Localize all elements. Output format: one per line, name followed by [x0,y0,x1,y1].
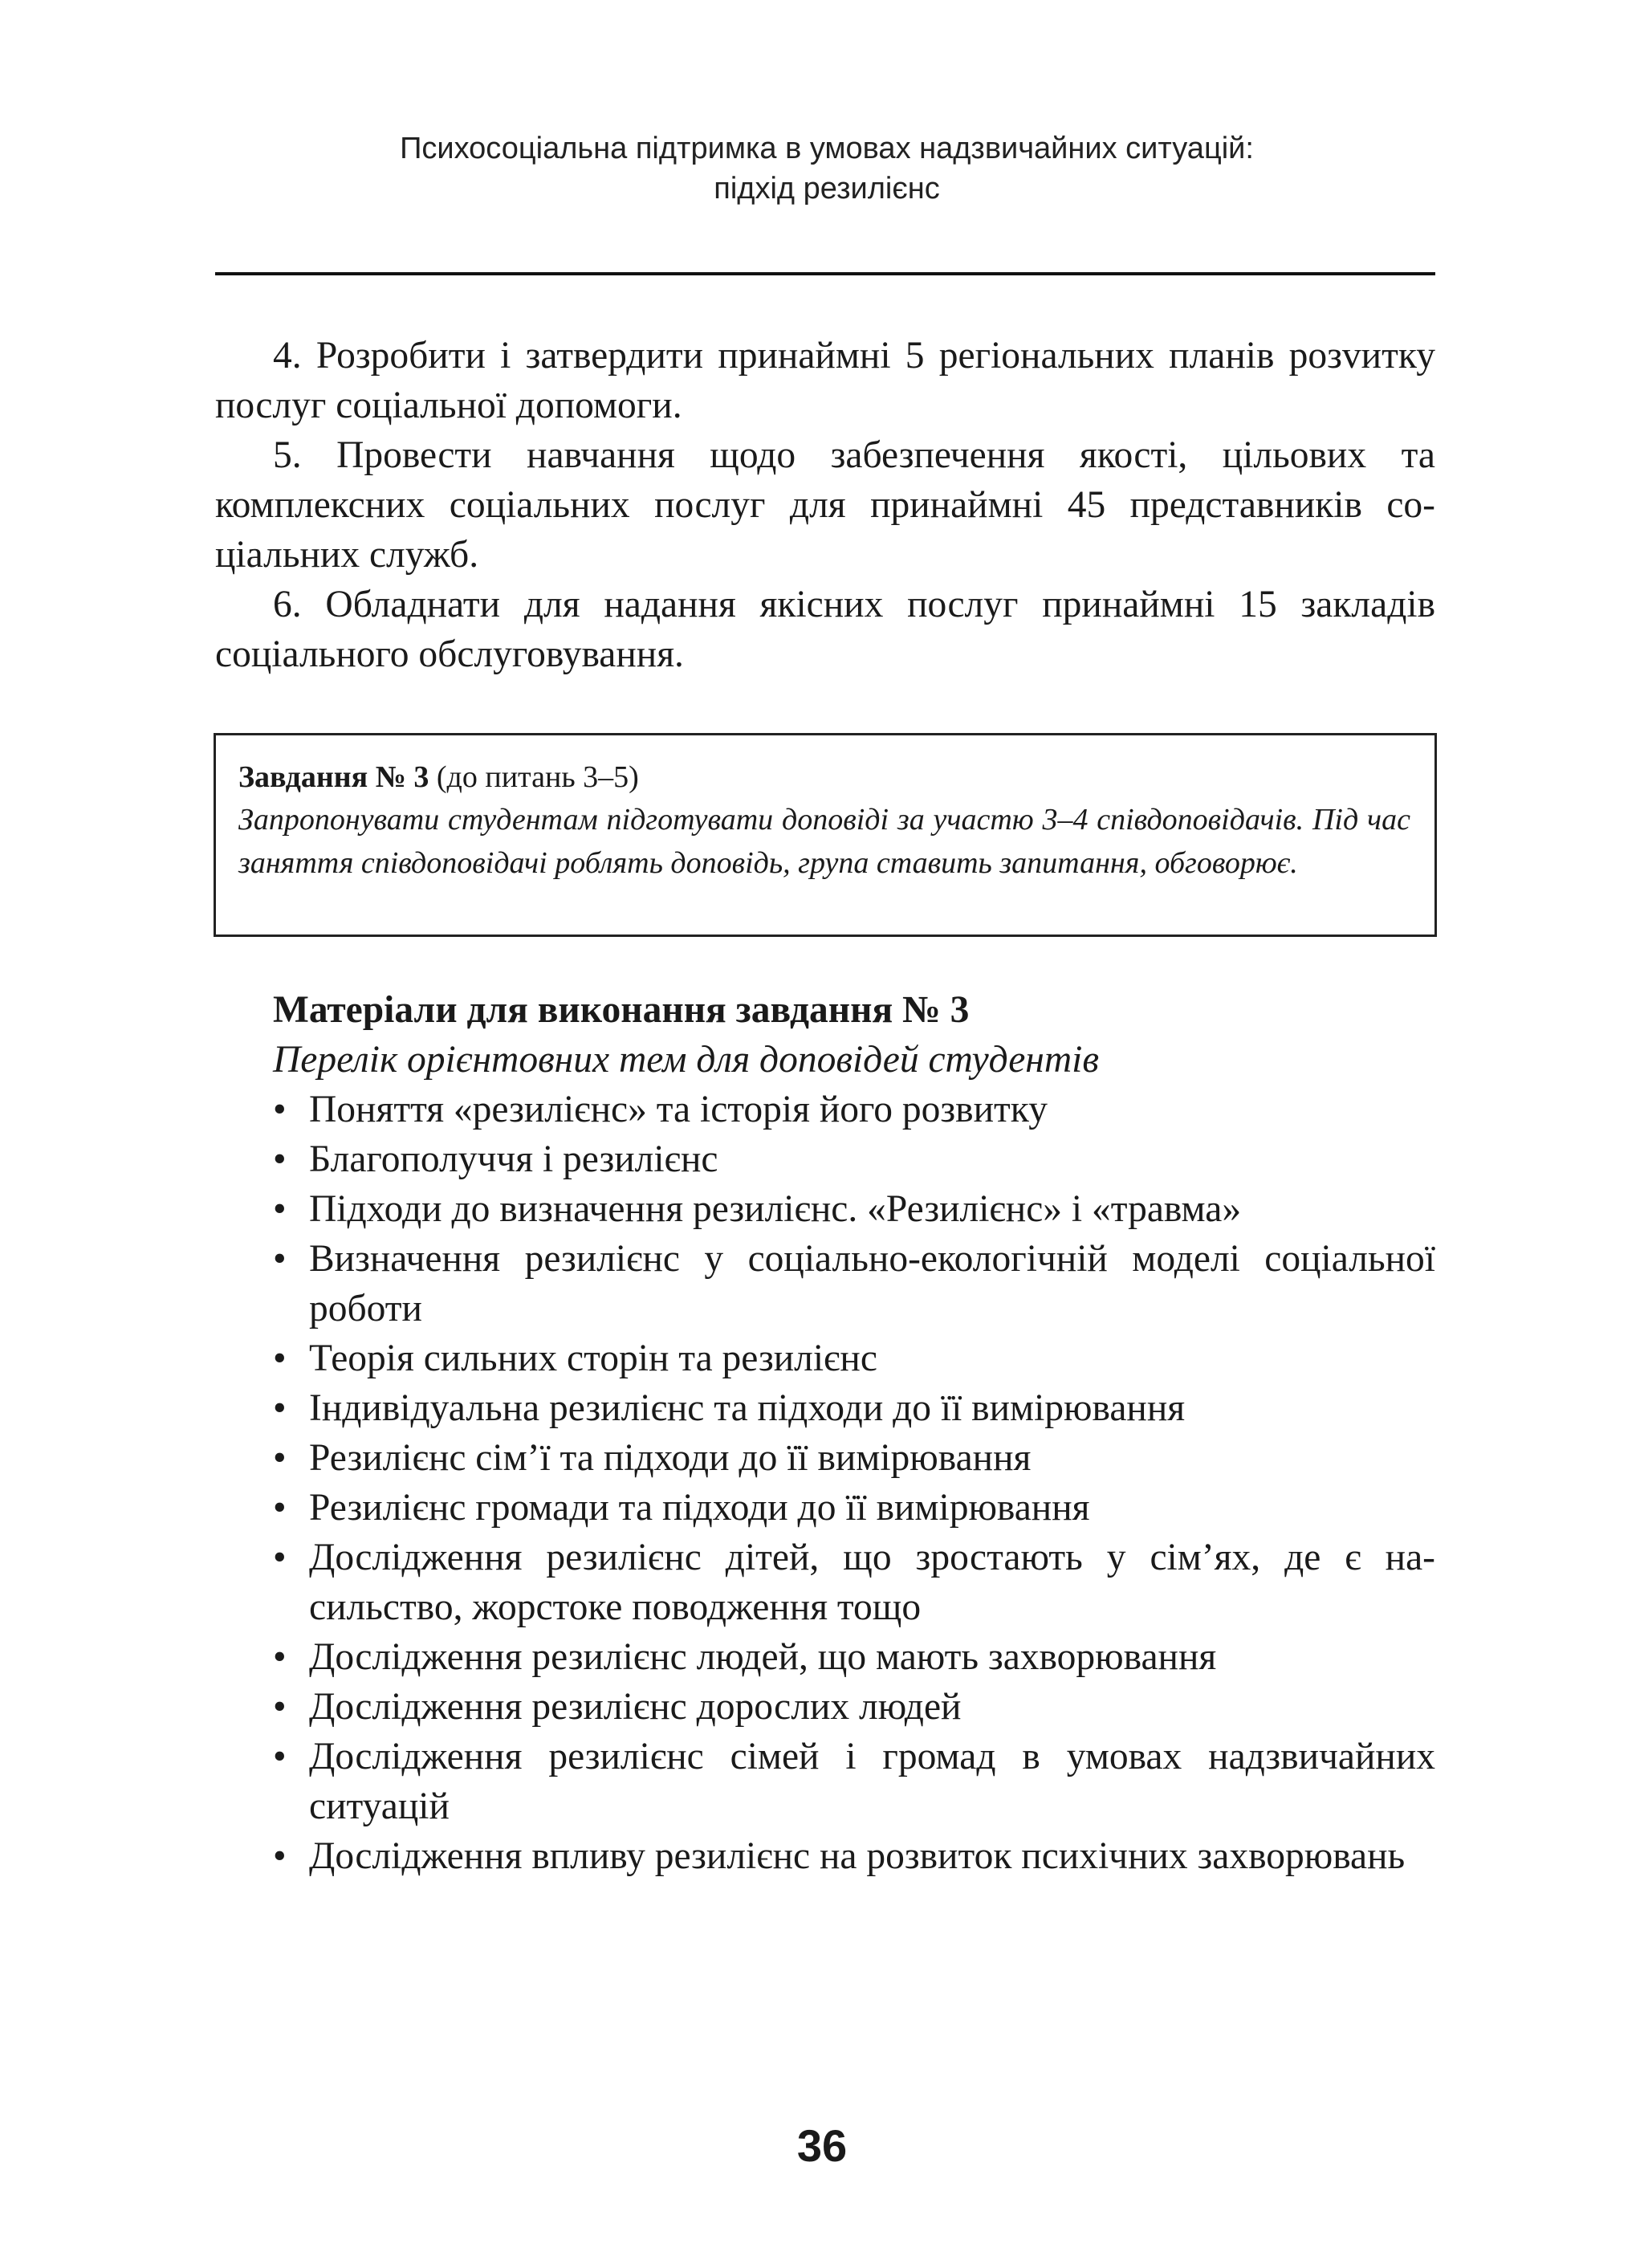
topic-text: Поняття «резилієнс» та історія його розвитку [309,1089,1048,1130]
bullet-icon: • [273,1138,287,1180]
list-item [215,1184,1435,1234]
topic-text: Дослідження резилієнс дітей, що зростають у сім’ях, де є насильство, жорстоке поводження тощо [309,1537,1435,1628]
topic-text: Дослідження впливу резилієнс на розвиток психічних захворювань [309,1835,1406,1877]
list-item [215,1334,1435,1383]
list-item [215,1831,1435,1881]
bullet-icon: • [273,1437,287,1479]
list-item [215,1433,1435,1483]
bullet-icon: • [273,1238,287,1280]
list-item [215,1383,1435,1433]
topic-text: Визначення резилієнс у соціально-екологічній моделі соціальної роботи [309,1238,1435,1329]
list-item [215,1134,1435,1184]
task-title-bold: Завдання № 3 [238,760,429,794]
page-number: 36 [796,2120,848,2171]
bullet-icon: • [273,1188,287,1230]
topic-text: Резилієнс громади та підходи до її вимірювання [309,1487,1090,1529]
topic-list [215,1085,1435,1881]
running-header-line-1: Психосоціальна підтримка в умовах надзвичайних ситуацій: [400,132,1254,165]
list-item [215,1483,1435,1533]
topic-text: Благополуччя і резилієнс [309,1138,718,1180]
list-item [215,1085,1435,1134]
list-item [215,1732,1435,1831]
bullet-icon: • [273,1537,287,1578]
materials-subheading: Перелік орієнтовних тем для доповідей студентів [273,1039,1099,1081]
list-item [215,1234,1435,1334]
topic-text: Резилієнс сім’ї та підходи до її вимірювання [309,1437,1032,1479]
topic-text: Дослідження резилієнс людей, що мають захворювання [309,1636,1217,1678]
topic-text: Підходи до визначення резилієнс. «Резилієнс» і «травма» [309,1188,1242,1230]
list-item [215,1682,1435,1732]
body-paragraphs [215,331,1435,679]
paragraph-item-5: 5. Провести навчання щодо забезпечення якості, цільових та комплексних соціальних послуг для принаймні 45 представників соціальних служб. [215,434,1435,576]
topic-text: Теорія сильних сторін та резилієнс [309,1338,877,1379]
paragraph-item-4: 4. Розробити і затвердити принаймні 5 регіональних планів розvитку послуг соціальної допомоги. [215,335,1435,426]
task-title [238,756,1410,798]
bullet-icon: • [273,1835,287,1877]
bullet-icon: • [273,1736,287,1777]
bullet-icon: • [273,1636,287,1678]
materials-heading: Матеріали для виконання завдання № 3 [273,989,970,1031]
materials-section [215,985,1435,1881]
running-header-line-2: підхід резилієнс [714,172,940,206]
list-item [215,1632,1435,1682]
task-description: Запропонувати студентам підготувати доповіді за участю 3–4 співдоповідачів. Під час заняття співдоповідачі роблять доповідь, група ставить запитання, обговорює. [238,803,1410,880]
topic-text: Дослідження резилієнс дорослих людей [309,1686,962,1728]
task-box [214,733,1437,937]
topic-text: Дослідження резилієнс сімей і громад в умовах надзвичайних ситуацій [309,1736,1435,1827]
header-divider [215,272,1435,275]
bullet-icon: • [273,1089,287,1130]
bullet-icon: • [273,1338,287,1379]
list-item [215,1533,1435,1632]
bullet-icon: • [273,1686,287,1728]
running-header [209,128,1445,209]
bullet-icon: • [273,1387,287,1429]
task-title-note: (до питань 3–5) [429,760,639,794]
bullet-icon: • [273,1487,287,1529]
paragraph-item-6: 6. Обладнати для надання якісних послуг принаймні 15 закладів соціального обслуговування. [215,584,1435,675]
topic-text: Індивідуальна резилієнс та підходи до її вимірювання [309,1387,1186,1429]
